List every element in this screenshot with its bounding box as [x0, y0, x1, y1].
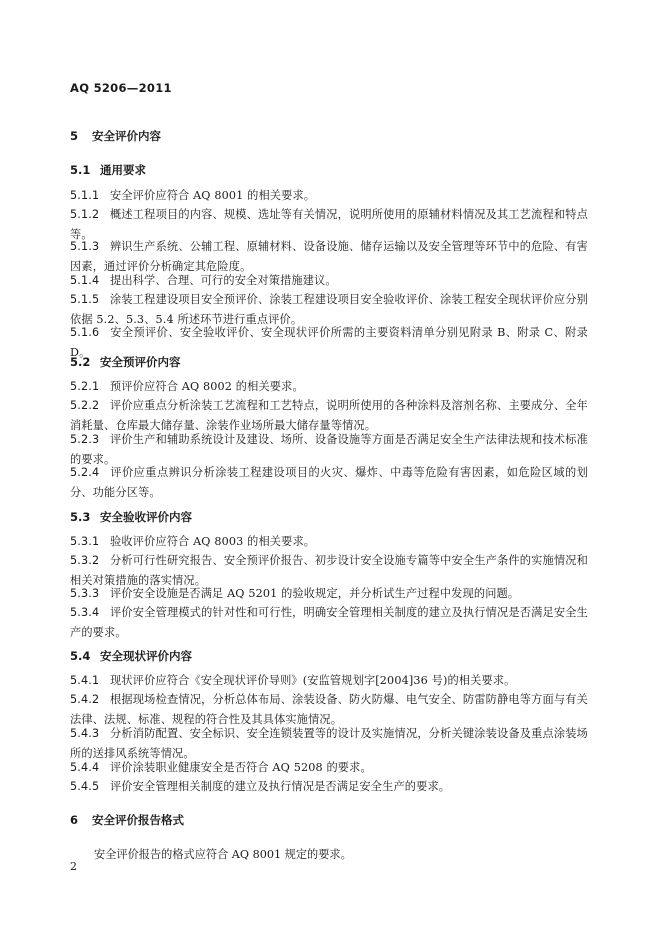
section-heading-6 [70, 812, 184, 828]
section-heading-5 [70, 128, 161, 144]
clause-5-1-1: 5.1.1 安全评价应符合 AQ 8001 的相关要求。 [70, 189, 316, 202]
section-title: 安全预评价内容 [100, 355, 181, 369]
clause-5-1-2: 5.1.2 概述工程项目的内容、规模、选址等有关情况，说明所使用的原辅材料情况及其工艺流程和特点等。 [70, 208, 588, 241]
clause-5-2-1: 5.2.1 预评价应符合 AQ 8002 的相关要求。 [70, 380, 304, 393]
clause-5-1-4: 5.1.4 提出科学、合理、可行的安全对策措施建议。 [70, 274, 337, 287]
section-heading-5-2 [70, 354, 181, 370]
page-number: 2 [70, 860, 77, 873]
section-title: 通用要求 [100, 163, 146, 177]
section-heading-5-4 [70, 648, 192, 664]
clause-5-3-4: 5.3.4 评价安全管理模式的针对性和可行性，明确安全管理相关制度的建立及执行情况是否满足安全生产的要求。 [70, 606, 588, 639]
section-heading-5-3 [70, 509, 192, 525]
section-title: 安全现状评价内容 [100, 649, 192, 663]
clause-5-3-1: 5.3.1 验收评价应符合 AQ 8003 的相关要求。 [70, 535, 316, 548]
clause-5-2-3: 5.2.3 评价生产和辅助系统设计及建设、场所、设备设施等方面是否满足安全生产法律法规和技术标准的要求。 [70, 433, 588, 466]
section-number: 5.1 [70, 163, 91, 177]
standard-code: AQ 5206—2011 [70, 81, 172, 95]
section-title: 安全评价内容 [92, 129, 161, 143]
section-number: 5 [70, 129, 79, 143]
section-heading-5-1 [70, 162, 146, 178]
section-title: 安全验收评价内容 [100, 510, 192, 524]
clause-5-4-4: 5.4.4 评价涂装职业健康安全是否符合 AQ 5208 的要求。 [70, 761, 372, 774]
clause-5-4-5: 5.4.5 评价安全管理相关制度的建立及执行情况是否满足安全生产的要求。 [70, 780, 451, 793]
clause-5-1-6: 5.1.6 安全预评价、安全验收评价、安全现状评价所需的主要资料清单分别见附录 B、附录 C、附录 D。 [70, 326, 588, 359]
clause-5-3-3: 5.3.3 评价安全设施是否满足 AQ 5201 的验收规定，并分析试生产过程中发现的问题。 [70, 587, 520, 600]
clause-5-4-2: 5.4.2 根据现场检查情况，分析总体布局、涂装设备、防火防爆、电气安全、防雷防静电等方面与有关法律、法规、标准、规程的符合性及其具体实施情况。 [70, 693, 588, 726]
section-title: 安全评价报告格式 [92, 813, 184, 827]
clause-5-3-2: 5.3.2 分析可行性研究报告、安全预评价报告、初步设计安全设施专篇等中安全生产条件的实施情况和相关对策措施的落实情况。 [70, 554, 588, 587]
clause-5-2-2: 5.2.2 评价应重点分析涂装工艺流程和工艺特点，说明所使用的各种涂料及溶剂名称、主要成分、全年消耗量、仓库最大储存量、涂装作业场所最大储存量等情况。 [70, 399, 588, 432]
clause-5-2-4: 5.2.4 评价应重点辨识分析涂装工程建设项目的火灾、爆炸、中毒等危险有害因素，如危险区域的划分、功能分区等。 [70, 466, 588, 499]
section-number: 5.3 [70, 510, 91, 524]
clause-5-4-1: 5.4.1 现状评价应符合《安全现状评价导则》(安监管规划字[2004]36 号)的相关要求。 [70, 674, 516, 687]
clause-5-1-3: 5.1.3 辨识生产系统、公辅工程、原辅材料、设备设施、储存运输以及安全管理等环节中的危险、有害因素，通过评价分析确定其危险度。 [70, 240, 588, 273]
clause-5-1-5: 5.1.5 涂装工程建设项目安全预评价、涂装工程建设项目安全验收评价、涂装工程安全现状评价应分别依据 5.2、5.3、5.4 所述环节进行重点评价。 [70, 293, 588, 326]
clause-5-4-3: 5.4.3 分析消防配置、安全标识、安全连锁装置等的设计及实施情况，分析关键涂装设备及重点涂装场所的送排风系统等情况。 [70, 727, 588, 760]
section-6-body: 安全评价报告的格式应符合 AQ 8001 规定的要求。 [94, 848, 352, 861]
section-number: 6 [70, 813, 79, 827]
section-number: 5.2 [70, 355, 91, 369]
section-number: 5.4 [70, 649, 91, 663]
